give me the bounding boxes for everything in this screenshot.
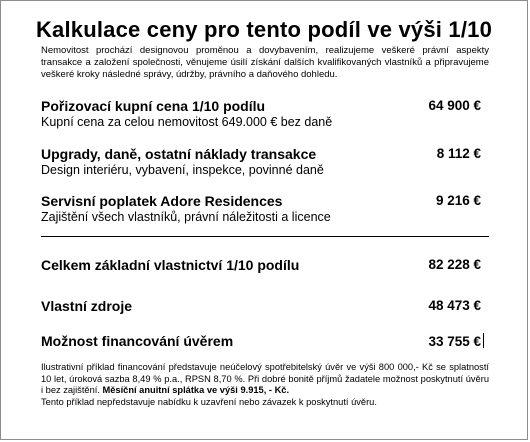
own-funds-amount: 48 473 €	[428, 298, 481, 313]
footnote-disclaimer: Tento příklad nepředstavuje nabídku k uzavření nebo závazek k poskytnutí úvěru.	[41, 396, 377, 407]
service-fee-label: Servisní poplatek Adore Residences	[41, 193, 283, 209]
purchase-price-description: Kupní cena za celou nemovitost 649.000 € bez daně	[41, 115, 333, 129]
own-funds-label: Vlastní zdroje	[41, 298, 133, 314]
service-fee-description: Zajištění všech vlastníků, právní náležitosti a licence	[41, 210, 331, 224]
purchase-price-label: Pořizovací kupní cena 1/10 podílu	[41, 98, 266, 114]
loan-financing-amount: 33 755 €	[428, 334, 481, 349]
total-ownership-amount: 82 228 €	[428, 257, 481, 272]
intro-paragraph: Nemovitost prochází designovou proměnou a dovybavením, realizujeme veškeré právní aspekty transakce a založení společnosti, věnujeme úsilí získání dalších kvalifikovaných vlastníků a připravujeme veškeré kroky následné správy, údržby, právního a daňového dohledu.	[41, 45, 489, 80]
purchase-price-amount: 64 900 €	[428, 98, 481, 113]
upgrades-costs-amount: 8 112 €	[436, 146, 481, 161]
footnote-monthly-payment: Měsíční anuitní splátka ve výši 9.915, - Kč.	[102, 385, 290, 395]
loan-financing-amount-wrap[interactable]	[428, 333, 484, 349]
service-fee-amount: 9 216 €	[435, 193, 481, 208]
loan-financing-label: Možnost financování úvěrem	[41, 333, 234, 349]
page-title: Kalkulace ceny pro tento podíl ve výši 1/10	[35, 17, 493, 42]
financing-footnote	[41, 362, 489, 408]
section-divider	[41, 236, 489, 237]
total-ownership-label: Celkem základní vlastnictví 1/10 podílu	[41, 257, 300, 273]
upgrades-costs-label: Upgrady, daně, ostatní náklady transakce	[41, 146, 317, 162]
upgrades-costs-description: Design interiéru, vybavení, inspekce, povinné daně	[41, 163, 324, 177]
footnote-text: Ilustrativní příklad financování představuje neúčelový spotřebitelský úvěr ve výši 800 000,- Kč se splatností 10 let, úroková sazba 8,49 % p.a., RPSN 8,70 %. Při dobré bonitě příjmů žadatele možnost poskytnutí úvěru i bez zajištění.	[41, 362, 489, 395]
text-cursor	[483, 333, 484, 348]
